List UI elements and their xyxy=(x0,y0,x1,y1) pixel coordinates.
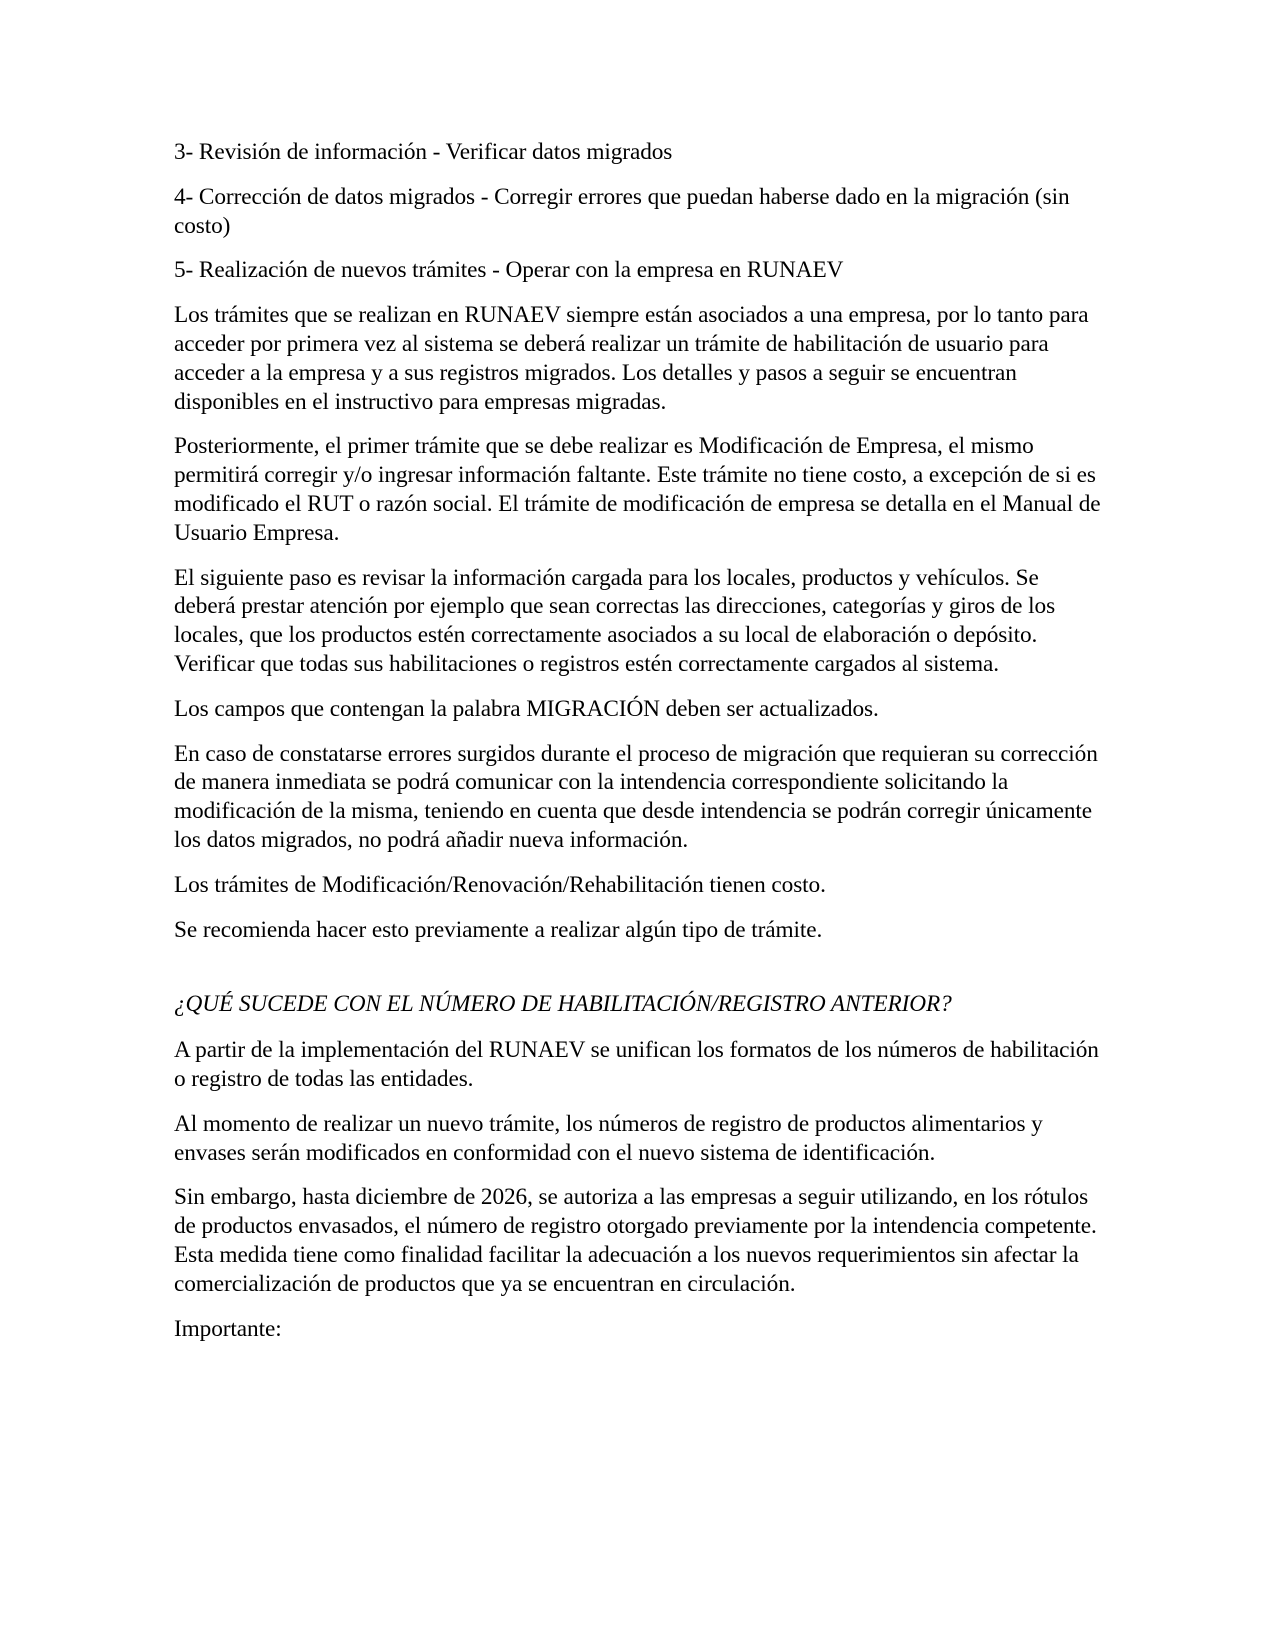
paragraph-migration-fields: Los campos que contengan la palabra MIGRACIÓN deben ser actualizados. xyxy=(174,695,879,722)
paragraph-user-enablement: Los trámites que se realizan en RUNAEV siempre están asociados a una empresa, por lo tanto para acceder por primera vez al sistema se deberá realizar un trámite de habilitación de usuario para acceder a la empresa y a sus registros migrados. Los detalles y pasos a seguir se encuentran disponibles en el instructivo para empresas migradas. xyxy=(174,302,1089,415)
paragraph-company-modification: Posteriormente, el primer trámite que se debe realizar es Modificación de Empresa, el mismo permitirá corregir y/o ingresar información faltante. Este trámite no tiene costo, a excepción de si es modificado el RUT o razón social. El trámite de modificación de empresa se detalla en el Manual de Usuario Empresa. xyxy=(174,433,1101,546)
paragraph-new-registration-numbers: Al momento de realizar un nuevo trámite, los números de registro de productos alimentarios y envases serán modificados en conformidad con el nuevo sistema de identificación. xyxy=(174,1110,1043,1166)
step-4: 4- Corrección de datos migrados - Corregir errores que puedan haberse dado en la migración (sin costo) xyxy=(174,183,1070,239)
paragraph-transition-period: Sin embargo, hasta diciembre de 2026, se autoriza a las empresas a seguir utilizando, en los rótulos de productos envasados, el número de registro otorgado previamente por la intendencia competente. Esta medida tiene como finalidad facilitar la adecuación a los nuevos requerimientos sin afectar la comercialización de productos que ya se encuentran en circulación. xyxy=(174,1184,1097,1297)
paragraph-recommendation: Se recomienda hacer esto previamente a realizar algún tipo de trámite. xyxy=(174,916,823,943)
paragraph-review-information: El siguiente paso es revisar la información cargada para los locales, productos y vehículos. Se deberá prestar atención por ejemplo que sean correctas las direcciones, categorías y giros de los locales, que los productos estén correctamente asociados a su local de elaboración o depósito. Verificar que todas sus habilitaciones o registros estén correctamente cargados al sistema. xyxy=(174,564,1056,677)
section-heading: ¿QUÉ SUCEDE CON EL NÚMERO DE HABILITACIÓN/REGISTRO ANTERIOR? xyxy=(174,991,952,1018)
paragraph-procedure-costs: Los trámites de Modificación/Renovación/Rehabilitación tienen costo. xyxy=(174,871,826,898)
document-page xyxy=(174,138,1104,1359)
paragraph-migration-errors: En caso de constatarse errores surgidos durante el proceso de migración que requieran su corrección de manera inmediata se podrá comunicar con la intendencia correspondiente solicitando la modificación de la misma, teniendo en cuenta que desde intendencia se podrán corregir únicamente los datos migrados, no podrá añadir nueva información. xyxy=(174,740,1098,853)
step-5: 5- Realización de nuevos trámites - Operar con la empresa en RUNAEV xyxy=(174,257,844,284)
important-label: Importante: xyxy=(174,1315,282,1342)
step-3: 3- Revisión de información - Verificar datos migrados xyxy=(174,139,673,165)
paragraph-format-unification: A partir de la implementación del RUNAEV se unifican los formatos de los números de habilitación o registro de todas las entidades. xyxy=(174,1037,1099,1092)
